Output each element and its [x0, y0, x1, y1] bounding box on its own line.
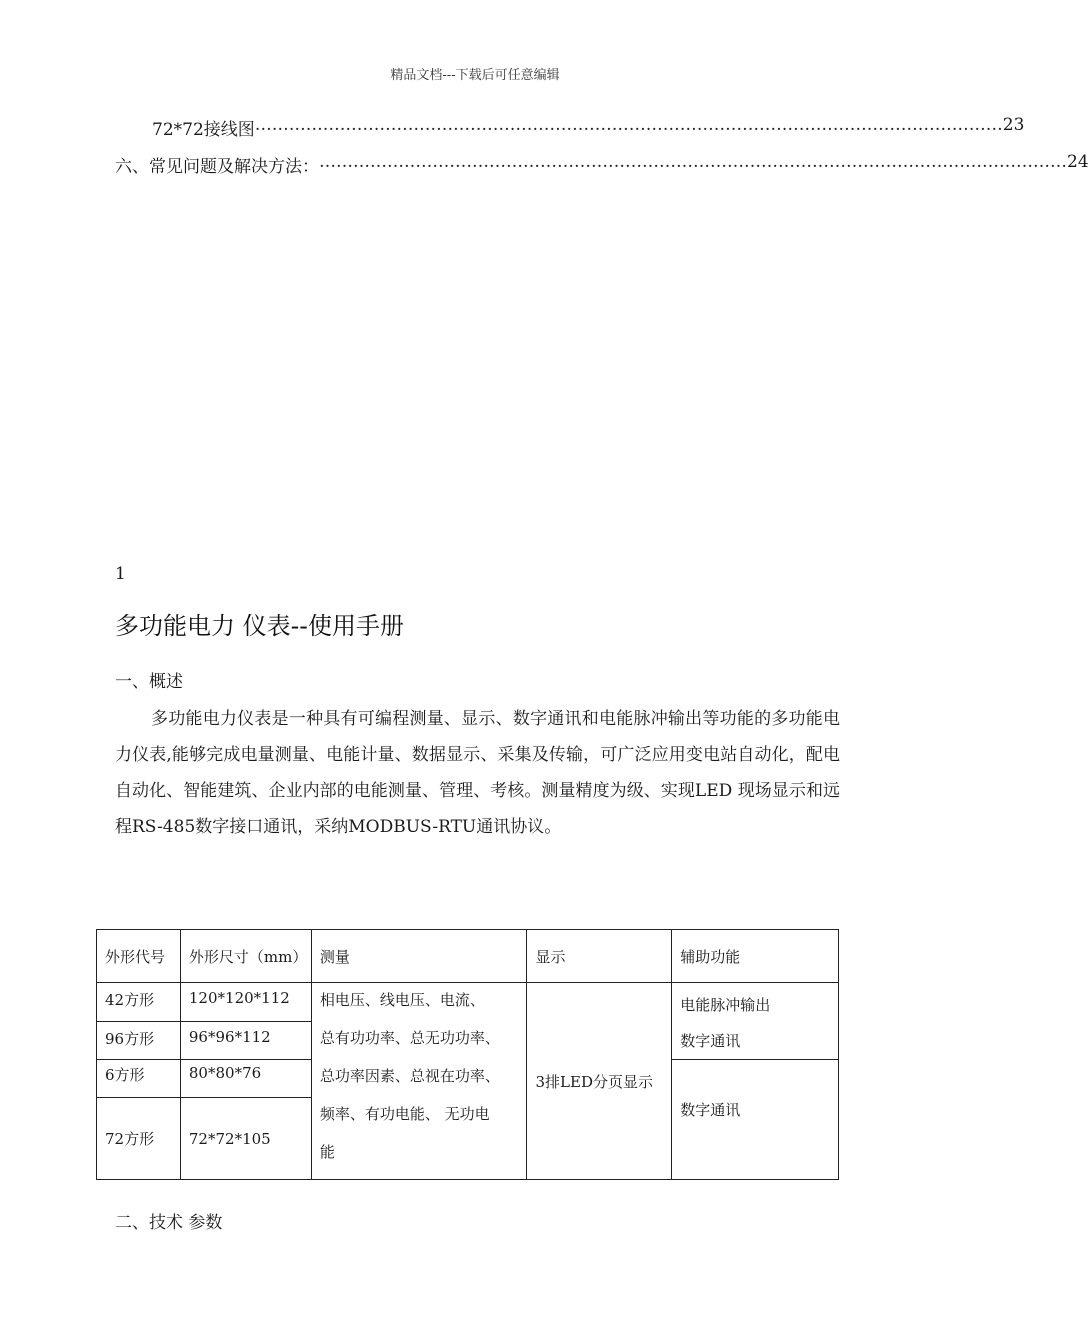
cell-display: 3排LED分页显示	[527, 983, 672, 1180]
cell-size: 96*96*112	[180, 1021, 311, 1060]
table-row	[97, 983, 839, 1022]
cell-size: 80*80*76	[180, 1060, 311, 1098]
cell-aux-group2: 数字通讯	[672, 1060, 839, 1180]
page-number: 1	[115, 564, 126, 584]
measurement-line: 相电压、线电压、电流、	[319, 991, 485, 1009]
table-header-row	[97, 930, 839, 983]
aux-item: 电能脉冲输出	[680, 996, 771, 1014]
toc-entry-label: 72*72接线图	[152, 120, 255, 140]
toc-leader-dots: ……………………………………………………………………………………………………………………	[319, 152, 1067, 172]
cell-measurement	[311, 983, 527, 1180]
page-header: 精品文档---下载后可任意编辑	[390, 68, 560, 83]
cell-code: 6方形	[97, 1060, 181, 1098]
spec-table	[96, 929, 839, 1180]
toc-leader-dots: ……………………………………………………………………………………………………………………	[254, 115, 1003, 135]
section-heading-tech-params: 二、技术 参数	[115, 1213, 223, 1233]
cell-code: 42方形	[97, 983, 181, 1022]
aux-item: 数字通讯	[680, 1032, 741, 1050]
measurement-line: 总有功功率、总无功功率、	[319, 1029, 500, 1047]
measurement-line: 频率、有功电能、 无功电	[319, 1105, 490, 1123]
toc-entry-wiring-72[interactable]	[152, 115, 1025, 140]
cell-code: 72方形	[97, 1098, 181, 1180]
header-cell-measurement: 测量	[311, 930, 527, 983]
document-title: 多功能电力 仪表--使用手册	[115, 612, 404, 640]
measurement-line: 总功率因素、总视在功率、	[319, 1067, 500, 1085]
cell-size: 72*72*105	[180, 1098, 311, 1180]
measurement-line: 能	[319, 1143, 335, 1161]
toc-entry-label: 六、常见问题及解决方法：	[115, 157, 319, 177]
toc-entry-page: 23	[1002, 115, 1025, 135]
toc-entry-page: 24	[1067, 152, 1089, 172]
toc-entry-faq[interactable]	[115, 152, 1089, 177]
overview-paragraph: 多功能电力仪表是一种具有可编程测量、显示、数字通讯和电能脉冲输出等功能的多功能电力仪表,能够完成电量测量、电能计量、数据显示、采集及传输，可广泛应用变电站自动化，配电自动化、智能建筑、企业内部的电能测量、管理、考核。测量精度为级、实现LED 现场显示和远程RS-485数字接口通讯，采纳MODBUS-RTU通讯协议。	[115, 709, 840, 837]
header-cell-display: 显示	[527, 930, 672, 983]
cell-aux-group1	[672, 983, 839, 1060]
header-cell-code: 外形代号	[97, 930, 181, 983]
header-cell-aux: 辅助功能	[672, 930, 839, 983]
cell-size: 120*120*112	[180, 983, 311, 1022]
header-cell-size: 外形尺寸（mm）	[180, 930, 311, 983]
section-heading-overview: 一、概述	[115, 672, 183, 692]
cell-code: 96方形	[97, 1021, 181, 1060]
